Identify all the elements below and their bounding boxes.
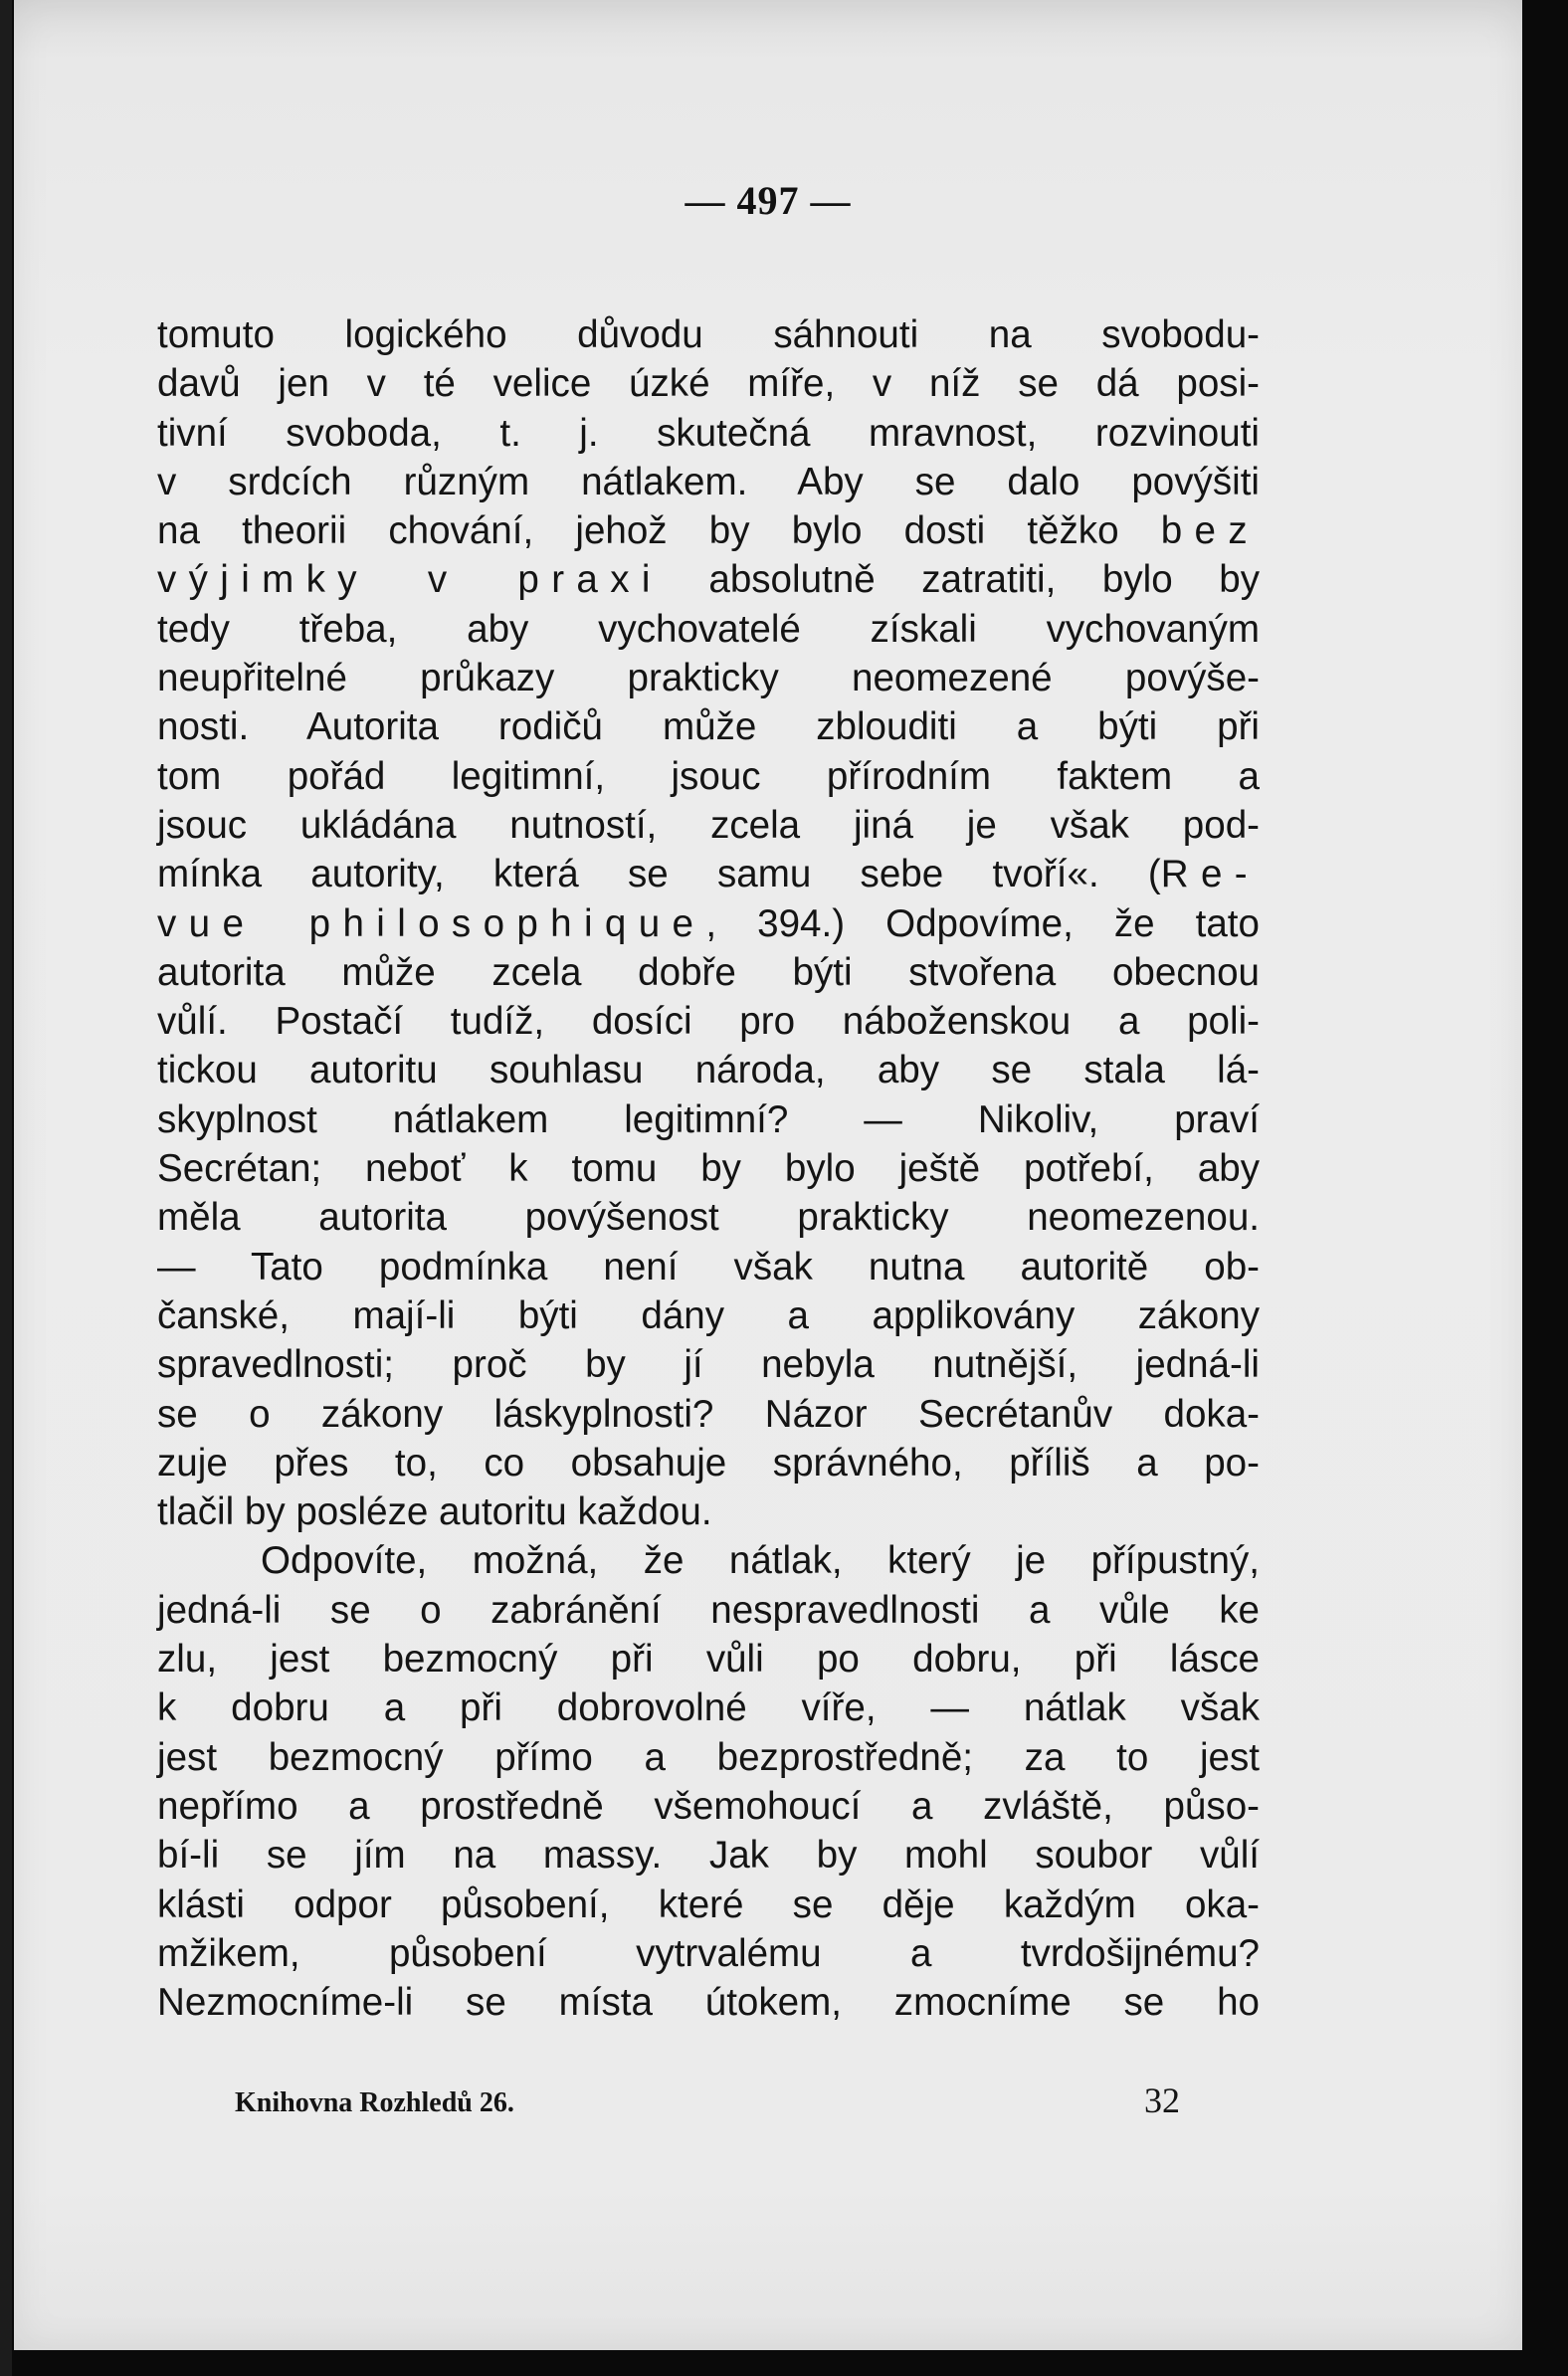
emphasis-spaced: bez bbox=[1160, 509, 1260, 553]
text-line: jedná-li se o zabránění nespravedlnosti a vůle ke bbox=[157, 1588, 1260, 1632]
book-spine-edge bbox=[0, 0, 12, 2376]
text-fragment: na theorii chování, jehož by bylo dosti těžko bbox=[157, 509, 1161, 553]
text-line: tom pořád legitimní, jsouc přírodním faktem a bbox=[157, 754, 1260, 798]
text-line: nosti. Autorita rodičů může zblouditi a býti při bbox=[157, 705, 1260, 749]
text-line-paragraph-end: tlačil by posléze autoritu každou. bbox=[157, 1490, 712, 1534]
text-line: nepřímo a prostředně všemohoucí a zvláště, půso- bbox=[157, 1784, 1260, 1828]
emphasis-spaced: Re- bbox=[1160, 853, 1260, 896]
text-line: tedy třeba, aby vychovatelé získali vychovaným bbox=[157, 607, 1260, 651]
text-line: skyplnost nátlakem legitimní? — Nikoliv, praví bbox=[157, 1097, 1260, 1141]
text-line bbox=[157, 850, 1260, 898]
text-fragment: mínka autority, která se samu sebe tvoří«. ( bbox=[157, 853, 1161, 896]
text-line: tomuto logického důvodu sáhnouti na svobodu- bbox=[157, 313, 1260, 356]
text-line: zlu, jest bezmocný při vůli po dobru, při lásce bbox=[157, 1638, 1260, 1682]
text-fragment: absolutně zatratiti, bylo by bbox=[662, 558, 1260, 602]
text-line: měla autorita povýšenost prakticky neomezenou. bbox=[157, 1196, 1260, 1240]
text-line: tickou autoritu souhlasu národa, aby se stala lá- bbox=[157, 1049, 1260, 1092]
text-line: bí-li se jím na massy. Jak by mohl soubor vůlí bbox=[157, 1834, 1260, 1878]
text-line: jsouc ukládána nutností, zcela jiná je však pod- bbox=[157, 803, 1260, 847]
text-line: vůlí. Postačí tudíž, dosíci pro náboženskou a poli- bbox=[157, 1000, 1260, 1044]
text-line: tivní svoboda, t. j. skutečná mravnost, rozvinouti bbox=[157, 411, 1260, 455]
body-text bbox=[157, 310, 1260, 2027]
footer-signature-number: 32 bbox=[1144, 2080, 1180, 2120]
text-line: — Tato podmínka není však nutna autoritě ob- bbox=[157, 1245, 1260, 1288]
text-line: klásti odpor působení, které se děje každým oka- bbox=[157, 1882, 1260, 1926]
text-line: jest bezmocný přímo a bezprostředně; za to jest bbox=[157, 1735, 1260, 1779]
text-line bbox=[157, 506, 1260, 555]
book-page bbox=[14, 0, 1522, 2350]
text-line: neupřitelné průkazy prakticky neomezené povýše- bbox=[157, 657, 1260, 700]
text-fragment: , 394.) Odpovíme, že tato bbox=[705, 901, 1260, 945]
footer-series-title: Knihovna Rozhledů 26. bbox=[235, 2087, 514, 2118]
text-line: mžikem, působení vytrvalému a tvrdošijnému? bbox=[157, 1931, 1260, 1975]
text-line bbox=[157, 899, 1260, 948]
text-line: Nezmocníme-li se místa útokem, zmocníme se ho bbox=[157, 1981, 1260, 2025]
text-line: v srdcích různým nátlakem. Aby se dalo povýšiti bbox=[157, 460, 1260, 503]
text-line-paragraph-start: Odpovíte, možná, že nátlak, který je přípustný, bbox=[261, 1539, 1260, 1583]
emphasis-spaced: vue philosophique bbox=[157, 901, 706, 945]
text-line: Secrétan; neboť k tomu by bylo ještě potřebí, aby bbox=[157, 1147, 1260, 1191]
text-line: se o zákony láskyplnosti? Názor Secrétanův doka- bbox=[157, 1392, 1260, 1436]
text-line: spravedlnosti; proč by jí nebyla nutnější, jedná-li bbox=[157, 1343, 1260, 1387]
text-line: čanské, mají-li býti dány a applikovány zákony bbox=[157, 1293, 1260, 1337]
page-number-header: — 497 — bbox=[685, 178, 852, 223]
emphasis-spaced: výjimky v praxi bbox=[157, 558, 663, 602]
text-line: k dobru a při dobrovolné víře, — nátlak však bbox=[157, 1686, 1260, 1730]
text-line: autorita může zcela dobře býti stvořena obecnou bbox=[157, 950, 1260, 994]
text-line: davů jen v té velice úzké míře, v níž se dá posi- bbox=[157, 362, 1260, 406]
text-line bbox=[157, 555, 1260, 604]
text-line: zuje přes to, co obsahuje správného, příliš a po- bbox=[157, 1441, 1260, 1485]
